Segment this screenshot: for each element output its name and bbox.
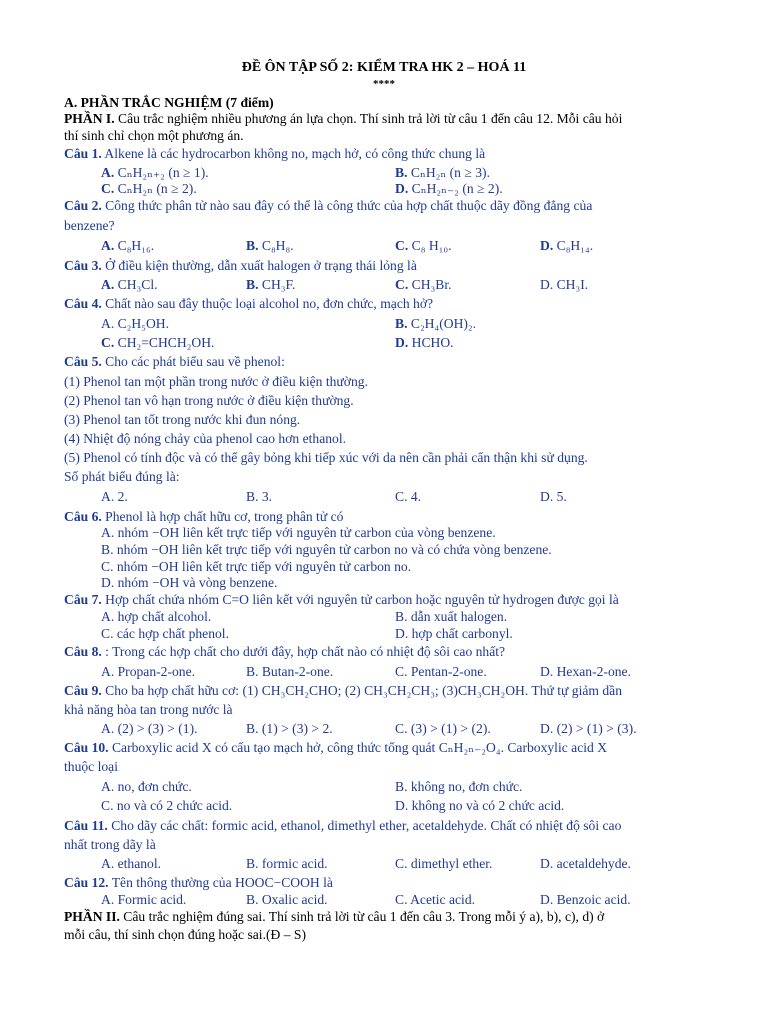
question-6: Câu 6. Phenol là hợp chất hữu cơ, trong phân tử có [64, 509, 344, 524]
q10-label: Câu 10. [64, 740, 109, 755]
q10-stem-line2: thuộc loại [64, 759, 118, 774]
q7-option-a: A. hợp chất alcohol. [101, 609, 212, 624]
q2-option-a: A. C₈H₁₆. [101, 238, 155, 253]
q11-option-d: D. acetaldehyde. [540, 856, 631, 871]
q11-stem-line2: nhất trong dãy là [64, 837, 156, 852]
title-stars: **** [373, 78, 395, 90]
q2-option-b: B. C₈H₈. [246, 238, 294, 253]
q6-option-b: B. nhóm −OH liên kết trực tiếp với nguyên tử carbon no và có chứa vòng benzene. [101, 542, 552, 557]
q11-option-c: C. dimethyl ether. [395, 856, 493, 871]
q12-option-c: C. Acetic acid. [395, 892, 476, 907]
q2-option-d: D. C₈H₁₄. [540, 238, 594, 253]
question-9: Câu 9. Cho ba hợp chất hữu cơ: (1) CH₃CH₂CHO; (2) CH₃CH₂CH₃; (3)CH₃CH₂OH. Thứ tự giảm dần [64, 683, 623, 698]
q5-ask: Số phát biểu đúng là: [64, 469, 180, 484]
document-title: ĐỀ ÔN TẬP SỐ 2: KIỂM TRA HK 2 – HOÁ 11 [241, 60, 527, 75]
q4-option-a: A. C₂H₅OH. [101, 316, 170, 331]
q3-option-c: C. CH₃Br. [395, 277, 452, 292]
q5-statement-3: (3) Phenol tan tốt trong nước khi đun nóng. [64, 412, 301, 427]
q8-option-a: A. Propan-2-one. [101, 664, 196, 679]
q9-label: Câu 9. [64, 683, 102, 698]
q8-label: Câu 8. [64, 644, 102, 659]
q11-label: Câu 11. [64, 818, 108, 833]
q7-option-d: D. hợp chất carbonyl. [395, 626, 513, 641]
section-a-heading: A. PHẦN TRẮC NGHIỆM (7 điểm) [64, 95, 274, 110]
q12-option-b: B. Oxalic acid. [246, 892, 328, 907]
q10-option-b: B. không no, đơn chức. [395, 779, 523, 794]
question-2: Câu 2. Công thức phân tử nào sau đây có thể là công thức của hợp chất thuộc dãy đồng đẳng của [64, 198, 593, 213]
q7-option-c: C. các hợp chất phenol. [101, 626, 229, 641]
question-11: Câu 11. Cho dãy các chất: formic acid, ethanol, dimethyl ether, acetaldehyde. Chất có nhiệt độ sôi cao [64, 818, 622, 833]
q5-option-a: A. 2. [101, 489, 128, 504]
q11-option-a: A. ethanol. [101, 856, 162, 871]
q5-option-d: D. 5. [540, 489, 567, 504]
q2-stem-line2: benzene? [64, 218, 115, 233]
question-5: Câu 5. Cho các phát biểu sau về phenol: [64, 354, 285, 369]
question-12: Câu 12. Tên thông thường của HOOC−COOH là [64, 875, 333, 890]
q1-label: Câu 1. [64, 146, 102, 161]
q1-option-b: B. CₙH₂ₙ (n ≥ 3). [395, 165, 490, 180]
q2-option-c: C. C₈ H₁₀. [395, 238, 452, 253]
q1-option-d: D. CₙH₂ₙ₋₂ (n ≥ 2). [395, 181, 503, 196]
q10-option-a: A. no, đơn chức. [101, 779, 192, 794]
q5-label: Câu 5. [64, 354, 102, 369]
q1-option-a: A. CₙH₂ₙ₊₂ (n ≥ 1). [101, 165, 209, 180]
question-8: Câu 8. : Trong các hợp chất cho dưới đây, hợp chất nào có nhiệt độ sôi cao nhất? [64, 644, 506, 659]
q4-label: Câu 4. [64, 296, 102, 311]
q4-option-d: D. HCHO. [395, 335, 454, 350]
part2-label: PHẦN II. [64, 909, 120, 924]
q12-option-d: D. Benzoic acid. [540, 892, 631, 907]
q1-stem: Alkene là các hydrocarbon không no, mạch hở, có công thức chung là [101, 146, 486, 161]
q9-option-a: A. (2) > (3) > (1). [101, 721, 198, 736]
q6-option-c: C. nhóm −OH liên kết trực tiếp với nguyên tử carbon no. [101, 559, 412, 574]
q11-option-b: B. formic acid. [246, 856, 328, 871]
q4-option-c: C. CH₂=CHCH₂OH. [101, 335, 215, 350]
q6-label: Câu 6. [64, 509, 102, 524]
q7-label: Câu 7. [64, 592, 102, 607]
question-4: Câu 4. Chất nào sau đây thuộc loại alcohol no, đơn chức, mạch hở? [64, 296, 434, 311]
q2-label: Câu 2. [64, 198, 102, 213]
q5-statement-1: (1) Phenol tan một phần trong nước ở điều kiện thường. [64, 374, 368, 389]
q9-option-d: D. (2) > (1) > (3). [540, 721, 637, 736]
q4-option-b: B. C₂H₄(OH)₂. [395, 316, 477, 331]
question-1 [64, 146, 485, 162]
q9-option-b: B. (1) > (3) > 2. [246, 721, 333, 736]
q3-label: Câu 3. [64, 258, 102, 273]
q5-statement-2: (2) Phenol tan vô hạn trong nước ở điều kiện thường. [64, 393, 354, 408]
q8-option-b: B. Butan-2-one. [246, 664, 334, 679]
q6-option-a: A. nhóm −OH liên kết trực tiếp với nguyên tử carbon của vòng benzene. [101, 525, 496, 540]
part1-text: Câu trắc nghiệm nhiều phương án lựa chọn. Thí sinh trả lời từ câu 1 đến câu 12. Mỗi câu hỏi [114, 111, 623, 126]
q9-stem-line2: khả năng hòa tan trong nước là [64, 702, 233, 717]
q6-option-d: D. nhóm −OH và vòng benzene. [101, 575, 278, 590]
part2-intro-line2: mỗi câu, thí sinh chọn đúng hoặc sai.(Đ – S) [64, 927, 307, 942]
q5-option-c: C. 4. [395, 489, 422, 504]
question-7: Câu 7. Hợp chất chứa nhóm C=O liên kết với nguyên tử carbon hoặc nguyên tử hydrogen được gọi là [64, 592, 619, 607]
q8-option-d: D. Hexan-2-one. [540, 664, 631, 679]
q7-option-b: B. dẫn xuất halogen. [395, 609, 508, 624]
q5-option-b: B. 3. [246, 489, 273, 504]
q3-option-b: B. CH₃F. [246, 277, 296, 292]
q5-statement-4: (4) Nhiệt độ nóng chảy của phenol cao hơn ethanol. [64, 431, 346, 446]
question-3: Câu 3. Ở điều kiện thường, dẫn xuất halogen ở trạng thái lỏng là [64, 258, 417, 273]
part2-intro-line1: PHẦN II. Câu trắc nghiệm đúng sai. Thí sinh trả lời từ câu 1 đến câu 3. Trong mỗi ý a), b), c), d) ở [64, 909, 605, 924]
q3-option-a: A. CH₃Cl. [101, 277, 158, 292]
q9-option-c: C. (3) > (1) > (2). [395, 721, 491, 736]
q12-label: Câu 12. [64, 875, 109, 890]
part1-label: PHẦN I. [64, 111, 115, 126]
q12-option-a: A. Formic acid. [101, 892, 187, 907]
q1-option-c: C. CₙH₂ₙ (n ≥ 2). [101, 181, 197, 196]
q5-statement-5: (5) Phenol có tính độc và có thể gây bỏng khi tiếp xúc với da nên cần phải cẩn thận khi sử dụng. [64, 450, 588, 465]
part1-intro-line2: thí sinh chỉ chọn một phương án. [64, 128, 244, 143]
question-10: Câu 10. Carboxylic acid X có cấu tạo mạch hở, công thức tổng quát CₙH₂ₙ₋₂O₄. Carboxylic acid X [64, 740, 608, 755]
part1-intro-line1 [64, 111, 622, 127]
q3-option-d: D. CH₃I. [540, 277, 589, 292]
q10-option-d: D. không no và có 2 chức acid. [395, 798, 565, 813]
q10-option-c: C. no và có 2 chức acid. [101, 798, 233, 813]
q8-option-c: C. Pentan-2-one. [395, 664, 487, 679]
